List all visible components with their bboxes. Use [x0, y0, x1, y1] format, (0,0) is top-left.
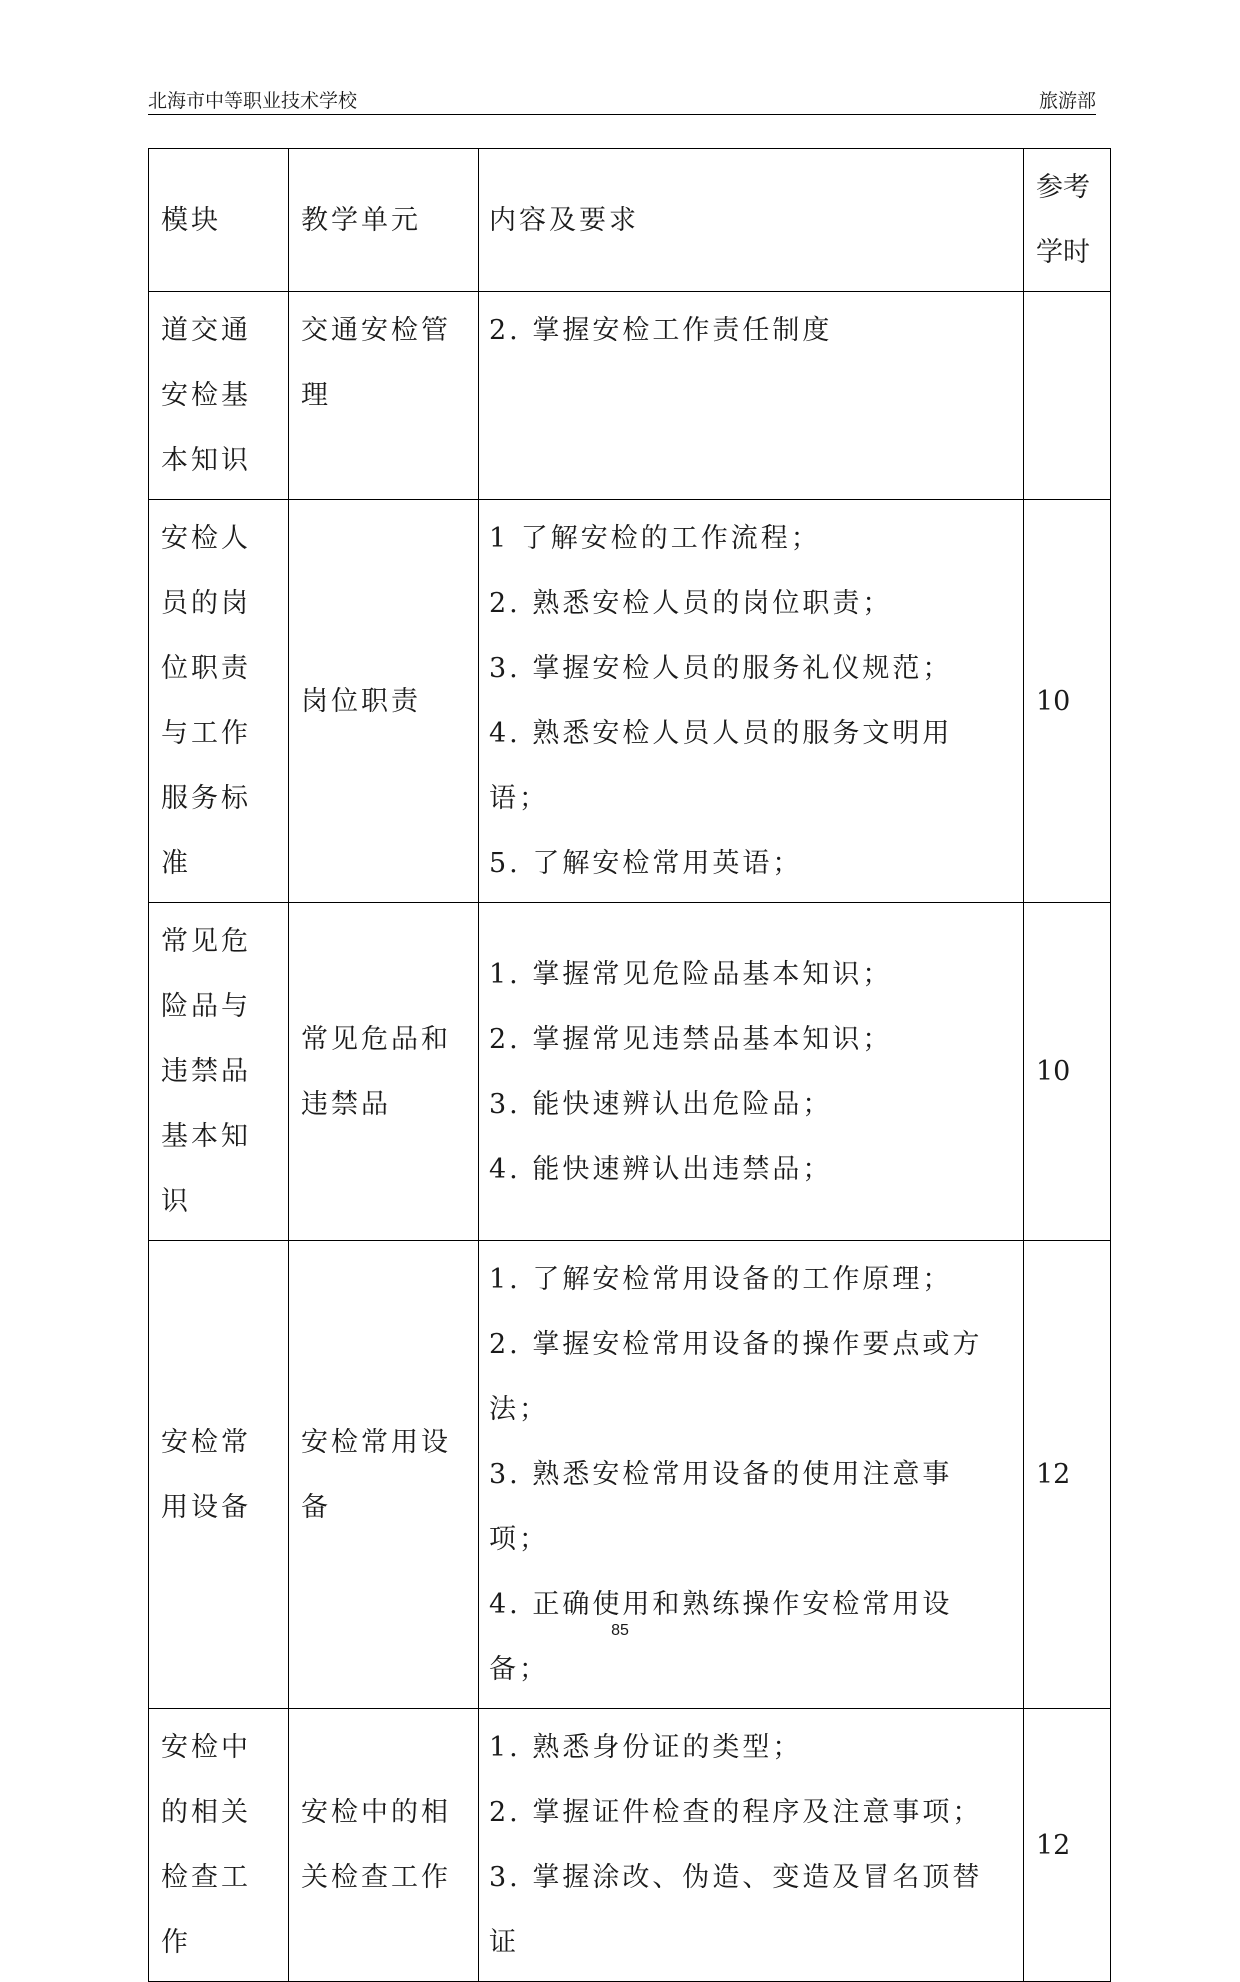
curriculum-table [148, 148, 1111, 1982]
content-item: 2. 掌握常见违禁品基本知识； [489, 1023, 893, 1055]
hours-cell: 10 [1024, 903, 1111, 1241]
content-cell [479, 903, 1024, 1241]
module-cell: 道交通安检基本知识 [149, 292, 289, 500]
unit-cell: 安检常用设备 [289, 1241, 479, 1709]
hours-cell: 12 [1024, 1241, 1111, 1709]
content-item: 1. 了解安检常用设备的工作原理； [489, 1264, 953, 1295]
department-name: 旅游部 [1038, 90, 1096, 112]
hours-header-line1: 参考 [1036, 172, 1090, 203]
column-header-hours [1024, 149, 1111, 292]
table-row [149, 903, 1111, 1241]
hours-cell [1024, 292, 1111, 500]
module-cell: 常见危险品与违禁品基本知识 [149, 903, 289, 1241]
content-item: 1. 熟悉身份证的类型； [489, 1732, 803, 1763]
unit-cell: 安检中的相关检查工作 [289, 1709, 479, 1982]
content-item: 3. 能快速辨认出危险品； [489, 1088, 833, 1120]
content-cell [479, 292, 1024, 500]
module-cell: 安检人员的岗位职责与工作服务标准 [149, 500, 289, 903]
school-name: 北海市中等职业技术学校 [148, 90, 358, 112]
content-item: 2. 掌握安检工作责任制度 [489, 315, 833, 346]
content-item: 5. 了解安检常用英语； [489, 848, 803, 879]
content-cell [479, 1709, 1024, 1982]
page-number: 85 [611, 1622, 629, 1639]
content-cell [479, 500, 1024, 903]
column-header-content: 内容及要求 [479, 149, 1024, 292]
module-cell: 安检中的相关检查工作 [149, 1709, 289, 1982]
page-header [148, 84, 1096, 115]
hours-cell: 12 [1024, 1709, 1111, 1982]
content-item: 3. 掌握安检人员的服务礼仪规范； [489, 653, 953, 684]
unit-cell: 常见危品和违禁品 [289, 903, 479, 1241]
content-item: 2. 掌握安检常用设备的操作要点或方法； [489, 1329, 983, 1425]
content-item: 4. 正确使用和熟练操作安检常用设备； [489, 1589, 953, 1685]
unit-cell: 交通安检管理 [289, 292, 479, 500]
column-header-unit: 教学单元 [289, 149, 479, 292]
unit-cell: 岗位职责 [289, 500, 479, 903]
table-body [149, 292, 1111, 1982]
table-row [149, 500, 1111, 903]
module-cell: 安检常用设备 [149, 1241, 289, 1709]
column-header-module: 模块 [149, 149, 289, 292]
content-item: 1. 掌握常见危险品基本知识； [489, 958, 893, 990]
table-row [149, 292, 1111, 500]
table-header-row [149, 149, 1111, 292]
content-item: 1 了解安检的工作流程； [489, 523, 821, 554]
hours-header-line2: 学时 [1036, 237, 1090, 268]
content-item: 3. 掌握涂改、伪造、变造及冒名顶替证 [489, 1862, 983, 1958]
table-row [149, 1709, 1111, 1982]
content-item: 4. 熟悉安检人员人员的服务文明用语； [489, 718, 953, 814]
content-item: 2. 掌握证件检查的程序及注意事项； [489, 1797, 983, 1828]
content-item: 2. 熟悉安检人员的岗位职责； [489, 588, 893, 619]
content-item: 3. 熟悉安检常用设备的使用注意事项； [489, 1459, 953, 1555]
hours-cell: 10 [1024, 500, 1111, 903]
content-item: 4. 能快速辨认出违禁品； [489, 1153, 833, 1185]
